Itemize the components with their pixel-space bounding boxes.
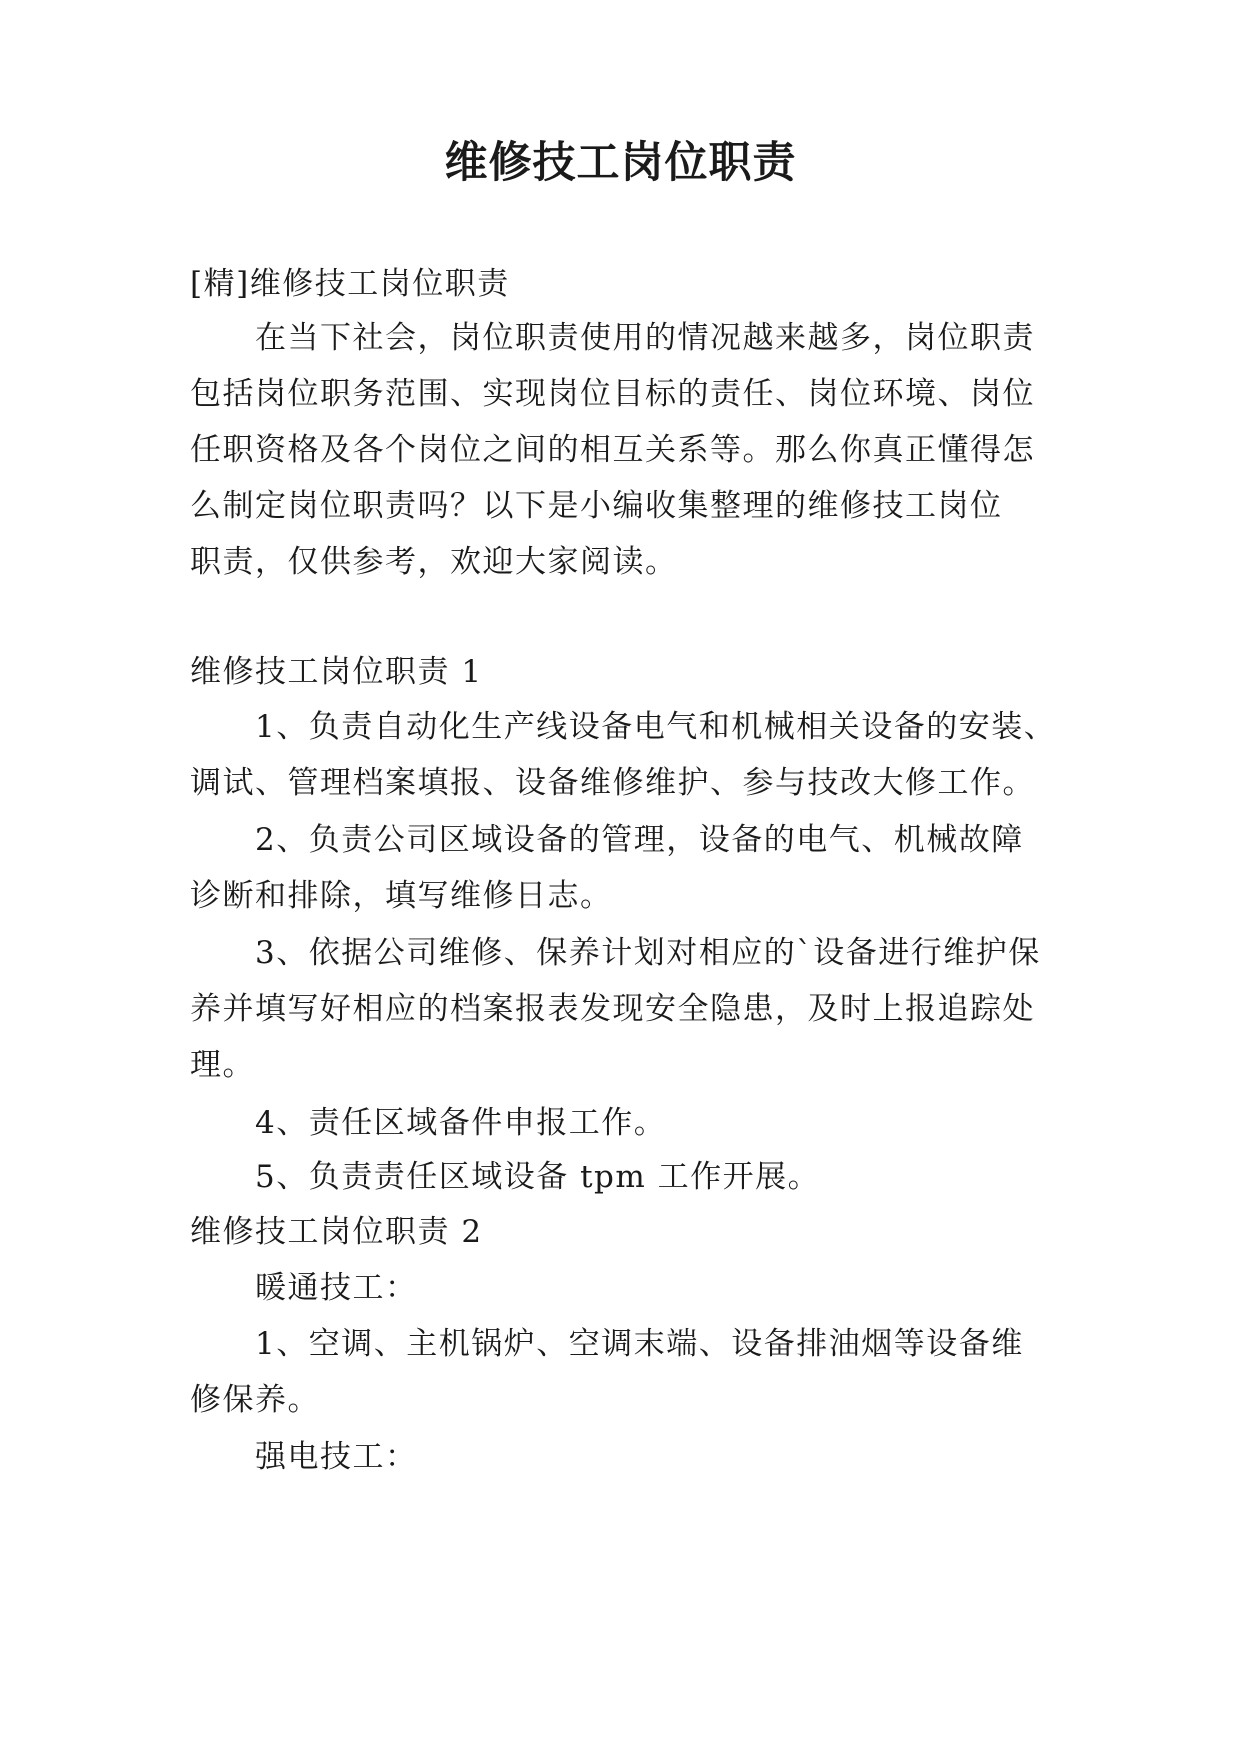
document-subtitle: [精]维修技工岗位职责 — [190, 266, 510, 302]
intro-line: 么制定岗位职责吗？以下是小编收集整理的维修技工岗位 — [190, 488, 1003, 524]
intro-line: 职责，仅供参考，欢迎大家阅读。 — [190, 544, 678, 580]
intro-line: 任职资格及各个岗位之间的相互关系等。那么你真正懂得怎 — [190, 432, 1035, 468]
intro-line: 包括岗位职务范围、实现岗位目标的责任、岗位环境、岗位 — [190, 376, 1035, 412]
paragraph-line: 诊断和排除，填写维修日志。 — [190, 878, 613, 914]
paragraph-line: 4、责任区域备件申报工作。 — [255, 1105, 667, 1141]
paragraph-line: 强电技工： — [255, 1439, 418, 1475]
intro-line: 在当下社会，岗位职责使用的情况越来越多，岗位职责 — [255, 320, 1035, 356]
paragraph-line: 1、负责自动化生产线设备电气和机械相关设备的安装、 — [255, 709, 1057, 745]
section-heading: 维修技工岗位职责 2 — [190, 1214, 483, 1250]
paragraph-line: 2、负责公司区域设备的管理，设备的电气、机械故障 — [255, 822, 1024, 858]
paragraph-line: 3、依据公司维修、保养计划对相应的`设备进行维护保 — [255, 935, 1041, 971]
paragraph-line: 5、负责责任区域设备 tpm 工作开展。 — [255, 1159, 821, 1195]
paragraph-line: 养并填写好相应的档案报表发现安全隐患，及时上报追踪处 — [190, 991, 1035, 1027]
paragraph-line: 理。 — [190, 1047, 255, 1083]
section-heading: 维修技工岗位职责 1 — [190, 654, 483, 690]
paragraph-line: 1、空调、主机锅炉、空调末端、设备排油烟等设备维 — [255, 1326, 1024, 1362]
paragraph-line: 调试、管理档案填报、设备维修维护、参与技改大修工作。 — [190, 765, 1035, 801]
document-title: 维修技工岗位职责 — [444, 138, 797, 188]
paragraph-line: 修保养。 — [190, 1382, 320, 1418]
paragraph-line: 暖通技工： — [255, 1270, 418, 1306]
